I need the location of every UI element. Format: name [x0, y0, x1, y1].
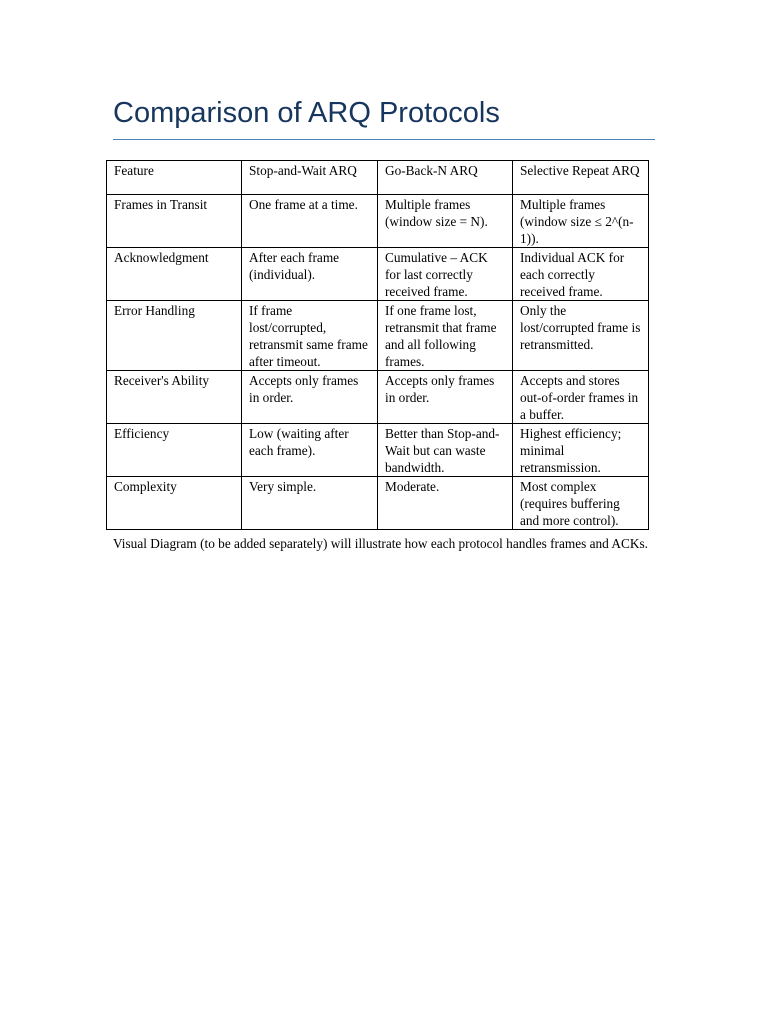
table-cell: Individual ACK for each correctly received frame. — [513, 248, 649, 301]
header-cell-stop-and-wait: Stop-and-Wait ARQ — [242, 161, 378, 195]
arq-comparison-table — [106, 160, 649, 530]
table-row-receivers-ability — [107, 371, 649, 424]
table-cell: Accepts only frames in order. — [242, 371, 378, 424]
table-header-row — [107, 161, 649, 195]
header-cell-feature: Feature — [107, 161, 242, 195]
table-row-complexity — [107, 477, 649, 530]
page-title: Comparison of ARQ Protocols — [113, 97, 500, 129]
table-row-acknowledgment — [107, 248, 649, 301]
table-cell: Only the lost/corrupted frame is retransmitted. — [513, 301, 649, 371]
table-cell: Accepts only frames in order. — [378, 371, 513, 424]
header-cell-selective-repeat: Selective Repeat ARQ — [513, 161, 649, 195]
table-cell: After each frame (individual). — [242, 248, 378, 301]
table-cell: Highest efficiency; minimal retransmission. — [513, 424, 649, 477]
header-cell-go-back-n: Go-Back-N ARQ — [378, 161, 513, 195]
table-row-frames-in-transit — [107, 195, 649, 248]
table-cell: Receiver's Ability — [107, 371, 242, 424]
table-cell: Moderate. — [378, 477, 513, 530]
table-cell: Low (waiting after each frame). — [242, 424, 378, 477]
table-cell: Multiple frames (window size ≤ 2^(n-1)). — [513, 195, 649, 248]
diagram-note: Visual Diagram (to be added separately) will illustrate how each protocol handles frames and ACKs. — [113, 536, 648, 551]
table-cell: Cumulative – ACK for last correctly received frame. — [378, 248, 513, 301]
table-cell: One frame at a time. — [242, 195, 378, 248]
table-cell: If frame lost/corrupted, retransmit same frame after timeout. — [242, 301, 378, 371]
table-cell: Efficiency — [107, 424, 242, 477]
table-cell: Complexity — [107, 477, 242, 530]
table-cell: Frames in Transit — [107, 195, 242, 248]
table-row-efficiency — [107, 424, 649, 477]
title-underline — [113, 139, 655, 140]
table-cell: Very simple. — [242, 477, 378, 530]
table-cell: If one frame lost, retransmit that frame and all following frames. — [378, 301, 513, 371]
table-cell: Acknowledgment — [107, 248, 242, 301]
table-cell: Multiple frames (window size = N). — [378, 195, 513, 248]
table-row-error-handling — [107, 301, 649, 371]
table-cell: Better than Stop-and-Wait but can waste bandwidth. — [378, 424, 513, 477]
table-cell: Most complex (requires buffering and more control). — [513, 477, 649, 530]
table-cell: Error Handling — [107, 301, 242, 371]
table-cell: Accepts and stores out-of-order frames in a buffer. — [513, 371, 649, 424]
